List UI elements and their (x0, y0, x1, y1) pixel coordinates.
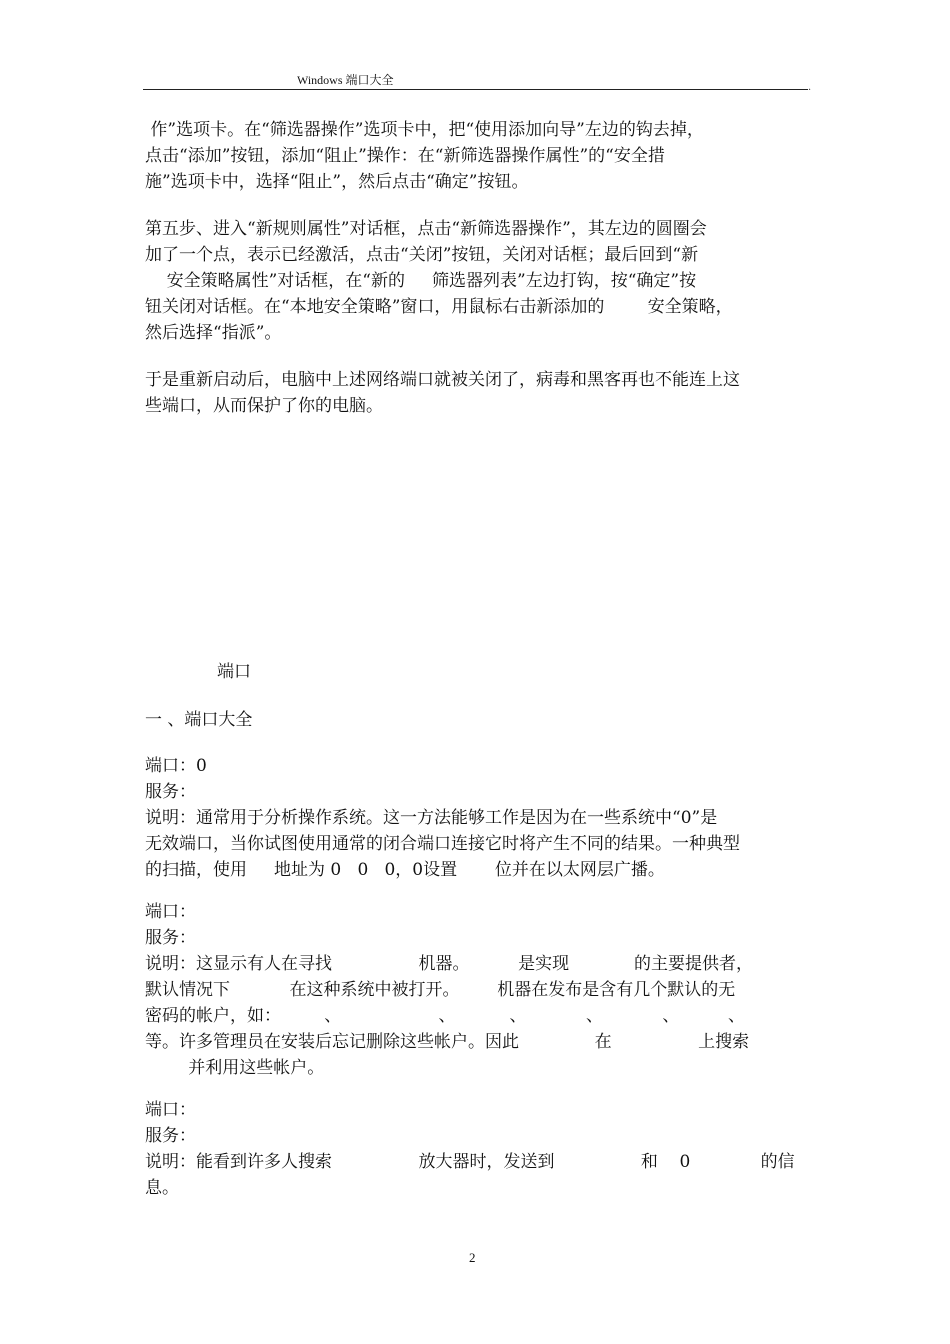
description-line: 并利用这些帐户。 (145, 1058, 325, 1078)
port-label: 端口： (145, 902, 196, 922)
text-line: 些端口，从而保护了你的电脑。 (145, 396, 383, 416)
page-number: 2 (469, 1250, 476, 1265)
description-line: 无效端口，当你试图使用通常的闭合端口连接它时将产生不同的结果。一种典型 (145, 834, 740, 854)
description-line: 说明：能看到许多人搜索 放大器时，发送到 和 0 的信 (145, 1152, 795, 1172)
service-label: 服务： (145, 928, 196, 948)
port-entry-1 (145, 899, 810, 1081)
section-heading: 一 、端口大全 (145, 710, 253, 730)
text-line: 加了一个点，表示已经激活，点击“关闭”按钮，关闭对话框；最后回到“新 (145, 245, 699, 265)
service-label: 服务： (145, 1126, 196, 1146)
text-line: 第五步、进入“新规则属性”对话框，点击“新筛选器操作”，其左边的圆圈会 (145, 219, 707, 239)
text-line: 作”选项卡。在“筛选器操作”选项卡中，把“使用添加向导”左边的钩去掉， (145, 120, 704, 140)
text-line: 然后选择“指派”。 (145, 323, 282, 343)
description-line: 密码的帐户，如： 、 、 、 、 、 、 (145, 1006, 746, 1026)
description-line: 等。许多管理员在安装后忘记删除这些帐户。因此 在 上搜索 (145, 1032, 750, 1052)
text-line: 钮关闭对话框。在“本地安全策略”窗口，用鼠标右击新添加的 安全策略， (145, 297, 733, 317)
page-header-title: Windows 端口大全 (297, 73, 394, 87)
paragraph-1 (145, 117, 810, 195)
port-label: 端口：0 (145, 756, 207, 776)
paragraph-3 (145, 367, 810, 419)
port-label: 端口： (145, 1100, 196, 1120)
description-line: 息。 (145, 1178, 179, 1198)
header-corner-mark: . (808, 82, 812, 93)
port-entry-2 (145, 1097, 810, 1201)
text-line: 于是重新启动后，电脑中上述网络端口就被关闭了，病毒和黑客再也不能连上这 (145, 370, 740, 390)
description-line: 的扫描，使用 地址为 0 0 0，0设置 位并在以太网层广播。 (145, 860, 665, 880)
description-line: 说明：通常用于分析操作系统。这一方法能够工作是因为在一些系统中“0”是 (145, 808, 718, 828)
paragraph-2 (145, 216, 810, 346)
text-line: 安全策略属性”对话框，在“新的 筛选器列表”左边打钩，按“确定”按 (145, 271, 697, 291)
section-subtitle: 端口 (217, 662, 251, 682)
header-rule (143, 89, 808, 90)
text-line: 施”选项卡中，选择“阻止”，然后点击“确定”按钮。 (145, 172, 529, 192)
description-line: 默认情况下 在这种系统中被打开。 机器在发布是含有几个默认的无 (145, 980, 736, 1000)
text-line: 点击“添加”按钮，添加“阻止”操作：在“新筛选器操作属性”的“安全措 (145, 146, 665, 166)
service-label: 服务： (145, 782, 196, 802)
port-entry-0 (145, 753, 810, 883)
description-line: 说明：这显示有人在寻找 机器。 是实现 的主要提供者， (145, 954, 753, 974)
